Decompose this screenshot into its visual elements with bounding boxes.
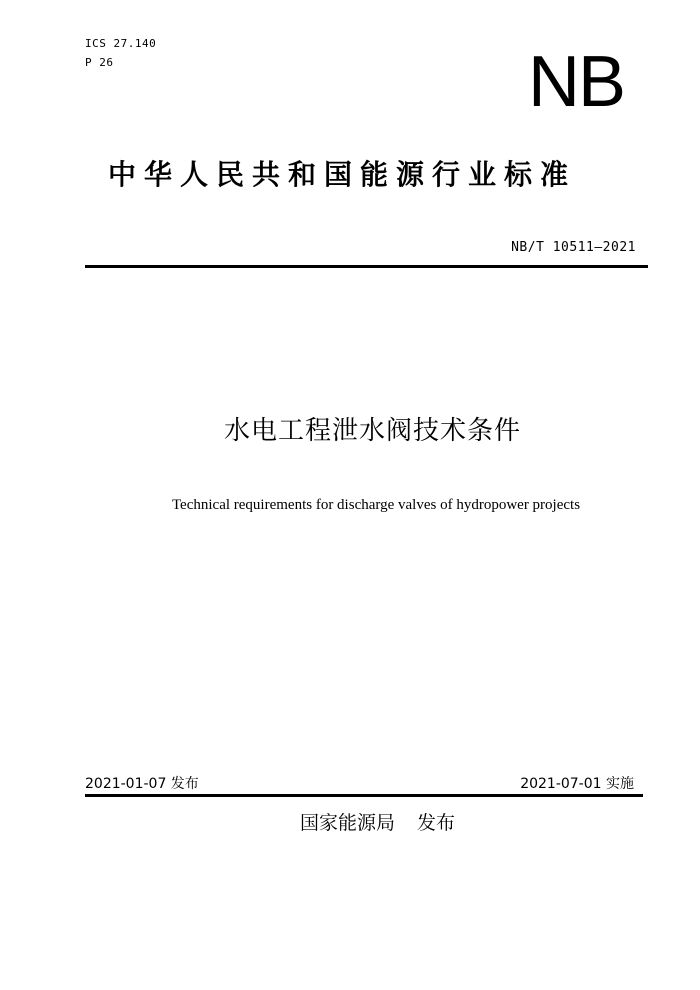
publisher-action: 发布 bbox=[417, 812, 456, 834]
implementation-date: 2021-07-01 实施 bbox=[520, 776, 634, 792]
ccs-code: P 26 bbox=[85, 56, 114, 69]
issue-date: 2021-01-07 发布 bbox=[85, 776, 199, 792]
standard-number: NB/T 10511—2021 bbox=[511, 240, 636, 255]
bottom-divider bbox=[85, 794, 643, 797]
ics-code: ICS 27.140 bbox=[85, 37, 157, 50]
document-title-en: Technical requirements for discharge valves of hydropower projects bbox=[171, 497, 581, 513]
document-title-zh: 水电工程泄水阀技术条件 bbox=[223, 416, 521, 446]
publisher-line bbox=[300, 808, 455, 835]
standard-category-title: 中华人民共和国能源行业标准 bbox=[108, 158, 577, 191]
top-divider bbox=[85, 265, 648, 268]
publisher-name: 国家能源局 bbox=[300, 812, 396, 834]
nb-logo: NB bbox=[527, 42, 624, 122]
